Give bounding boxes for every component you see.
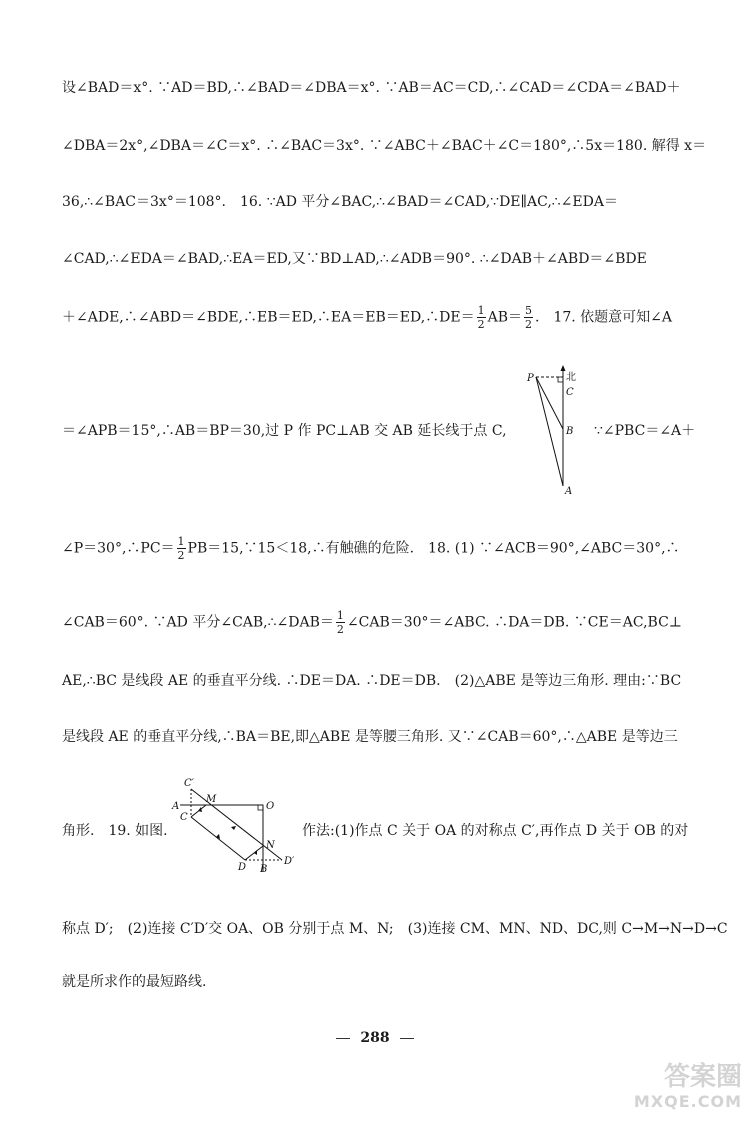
text-line-6: ＝∠APB＝15°,∴AB＝BP＝30,过 P 作 PC⊥AB 交 AB 延长线于点 C,: [62, 423, 507, 439]
page-number-dash: [400, 1038, 414, 1039]
line-d-c: [191, 817, 245, 860]
label-a: A: [565, 486, 573, 497]
watermark-logo: [612, 1062, 742, 1118]
text-segment: ∠P＝30°,∴PC＝: [62, 540, 175, 557]
label-p: P: [527, 373, 534, 384]
fraction-five-halves: [524, 305, 533, 330]
label-n: N: [266, 840, 275, 851]
page-number-dash: [336, 1038, 350, 1039]
fraction-denominator: 2: [336, 623, 344, 636]
fraction-numerator: 1: [477, 304, 485, 317]
text-line-6-end: ∵∠PBC＝∠A＋: [594, 423, 696, 439]
label-d: D: [238, 862, 247, 873]
text-line-2: ∠DBA＝2x°,∠DBA＝∠C＝x°. ∴∠BAC＝3x°. ∵∠ABC＋∠BAC＋∠C＝180°,∴5x＝180. 解得 x＝: [62, 138, 707, 154]
text-segment: AB＝: [487, 309, 522, 326]
line-p-b: [536, 377, 563, 429]
fraction-numerator: 5: [525, 304, 532, 317]
text-segment: . 17. 依题意可知∠A: [535, 309, 673, 326]
label-c: C: [566, 387, 574, 398]
text-line-4: ∠CAD,∴∠EDA＝∠BAD,∴EA＝ED,又∵BD⊥AD,∴∠ADB＝90°. ∴∠DAB＋∠ABD＝∠BDE: [62, 251, 647, 267]
text-line-8: [62, 610, 682, 635]
text-segment: ∠CAB＝30°＝∠ABC. ∴DA＝DB. ∵CE＝AC,BC⊥: [346, 614, 682, 631]
fraction-denominator: 2: [525, 318, 532, 331]
label-c: C: [180, 812, 188, 823]
fraction-numerator: 1: [177, 535, 185, 548]
label-north: 北: [566, 372, 576, 383]
watermark-bottom-text: MXQE.COM: [633, 1092, 742, 1111]
text-segment: ∠CAB＝60°. ∵AD 平分∠CAB,∴∠DAB＝: [62, 614, 334, 631]
label-o: O: [266, 801, 275, 812]
fraction-denominator: 2: [477, 318, 485, 331]
text-line-13: 就是所求作的最短路线.: [62, 974, 207, 990]
watermark-top-text: 答案圈: [663, 1062, 742, 1092]
label-d-prime: D′: [284, 856, 295, 867]
text-segment: ＋∠ADE,∴∠ABD＝∠BDE,∴EB＝ED,∴EA＝EB＝ED,∴DE＝: [62, 309, 475, 326]
right-angle-mark: [258, 805, 263, 810]
fraction-denominator: 2: [177, 549, 185, 562]
text-line-7: [62, 536, 680, 561]
label-a: A: [172, 801, 180, 812]
text-line-11-right: 作法:(1)作点 C 关于 OA 的对称点 C′,再作点 D 关于 OB 的对: [302, 823, 689, 839]
label-m: M: [206, 794, 217, 805]
text-line-10: 是线段 AE 的垂直平分线,∴BA＝BE,即△ABE 是等腰三角形. 又∵∠CAB＝60°,∴△ABE 是等边三: [62, 729, 678, 745]
fraction-one-half: [477, 305, 486, 330]
text-segment: PB＝15,∵15＜18,∴有触礁的危险. 18. (1) ∵∠ACB＝90°,∠ABC＝30°,∴: [187, 540, 680, 557]
text-line-9: AE,∴BC 是线段 AE 的垂直平分线. ∴DE＝DA. ∴DE＝DB. (2)△ABE 是等边三角形. 理由:∵BC: [62, 673, 682, 689]
page-number-value: 288: [360, 1030, 390, 1046]
text-line-12: 称点 D′; (2)连接 C′D′交 OA、OB 分别于点 M、N; (3)连接 CM、MN、ND、DC,则 C→M→N→D→C: [62, 921, 728, 937]
label-b: B: [566, 426, 574, 437]
fraction-numerator: 1: [336, 609, 344, 622]
text-line-5: [62, 305, 672, 330]
figure-19-shortest-path: [168, 772, 298, 882]
text-line-11: 角形. 19. 如图.: [62, 823, 168, 839]
north-arrow-icon: [561, 365, 566, 371]
figure-17-navigation: [522, 362, 582, 502]
text-line-3: 36,∴∠BAC＝3x°＝108°. 16. ∵AD 平分∠BAC,∴∠BAD＝∠CAD,∵DE∥AC,∴∠EDA＝: [62, 194, 618, 210]
line-p-a: [536, 377, 563, 486]
label-c-prime: C′: [184, 778, 194, 789]
arrow-icon: [231, 826, 236, 830]
label-b: B: [260, 864, 268, 875]
fraction-one-half: [177, 536, 186, 561]
page-number: [0, 1030, 750, 1046]
right-angle-mark: [558, 377, 563, 382]
text-line-1: 设∠BAD＝x°. ∵AD＝BD,∴∠BAD＝∠DBA＝x°. ∵AB＝AC＝CD,∴∠CAD＝∠CDA＝∠BAD＋: [62, 80, 681, 96]
fraction-one-half: [336, 610, 345, 635]
